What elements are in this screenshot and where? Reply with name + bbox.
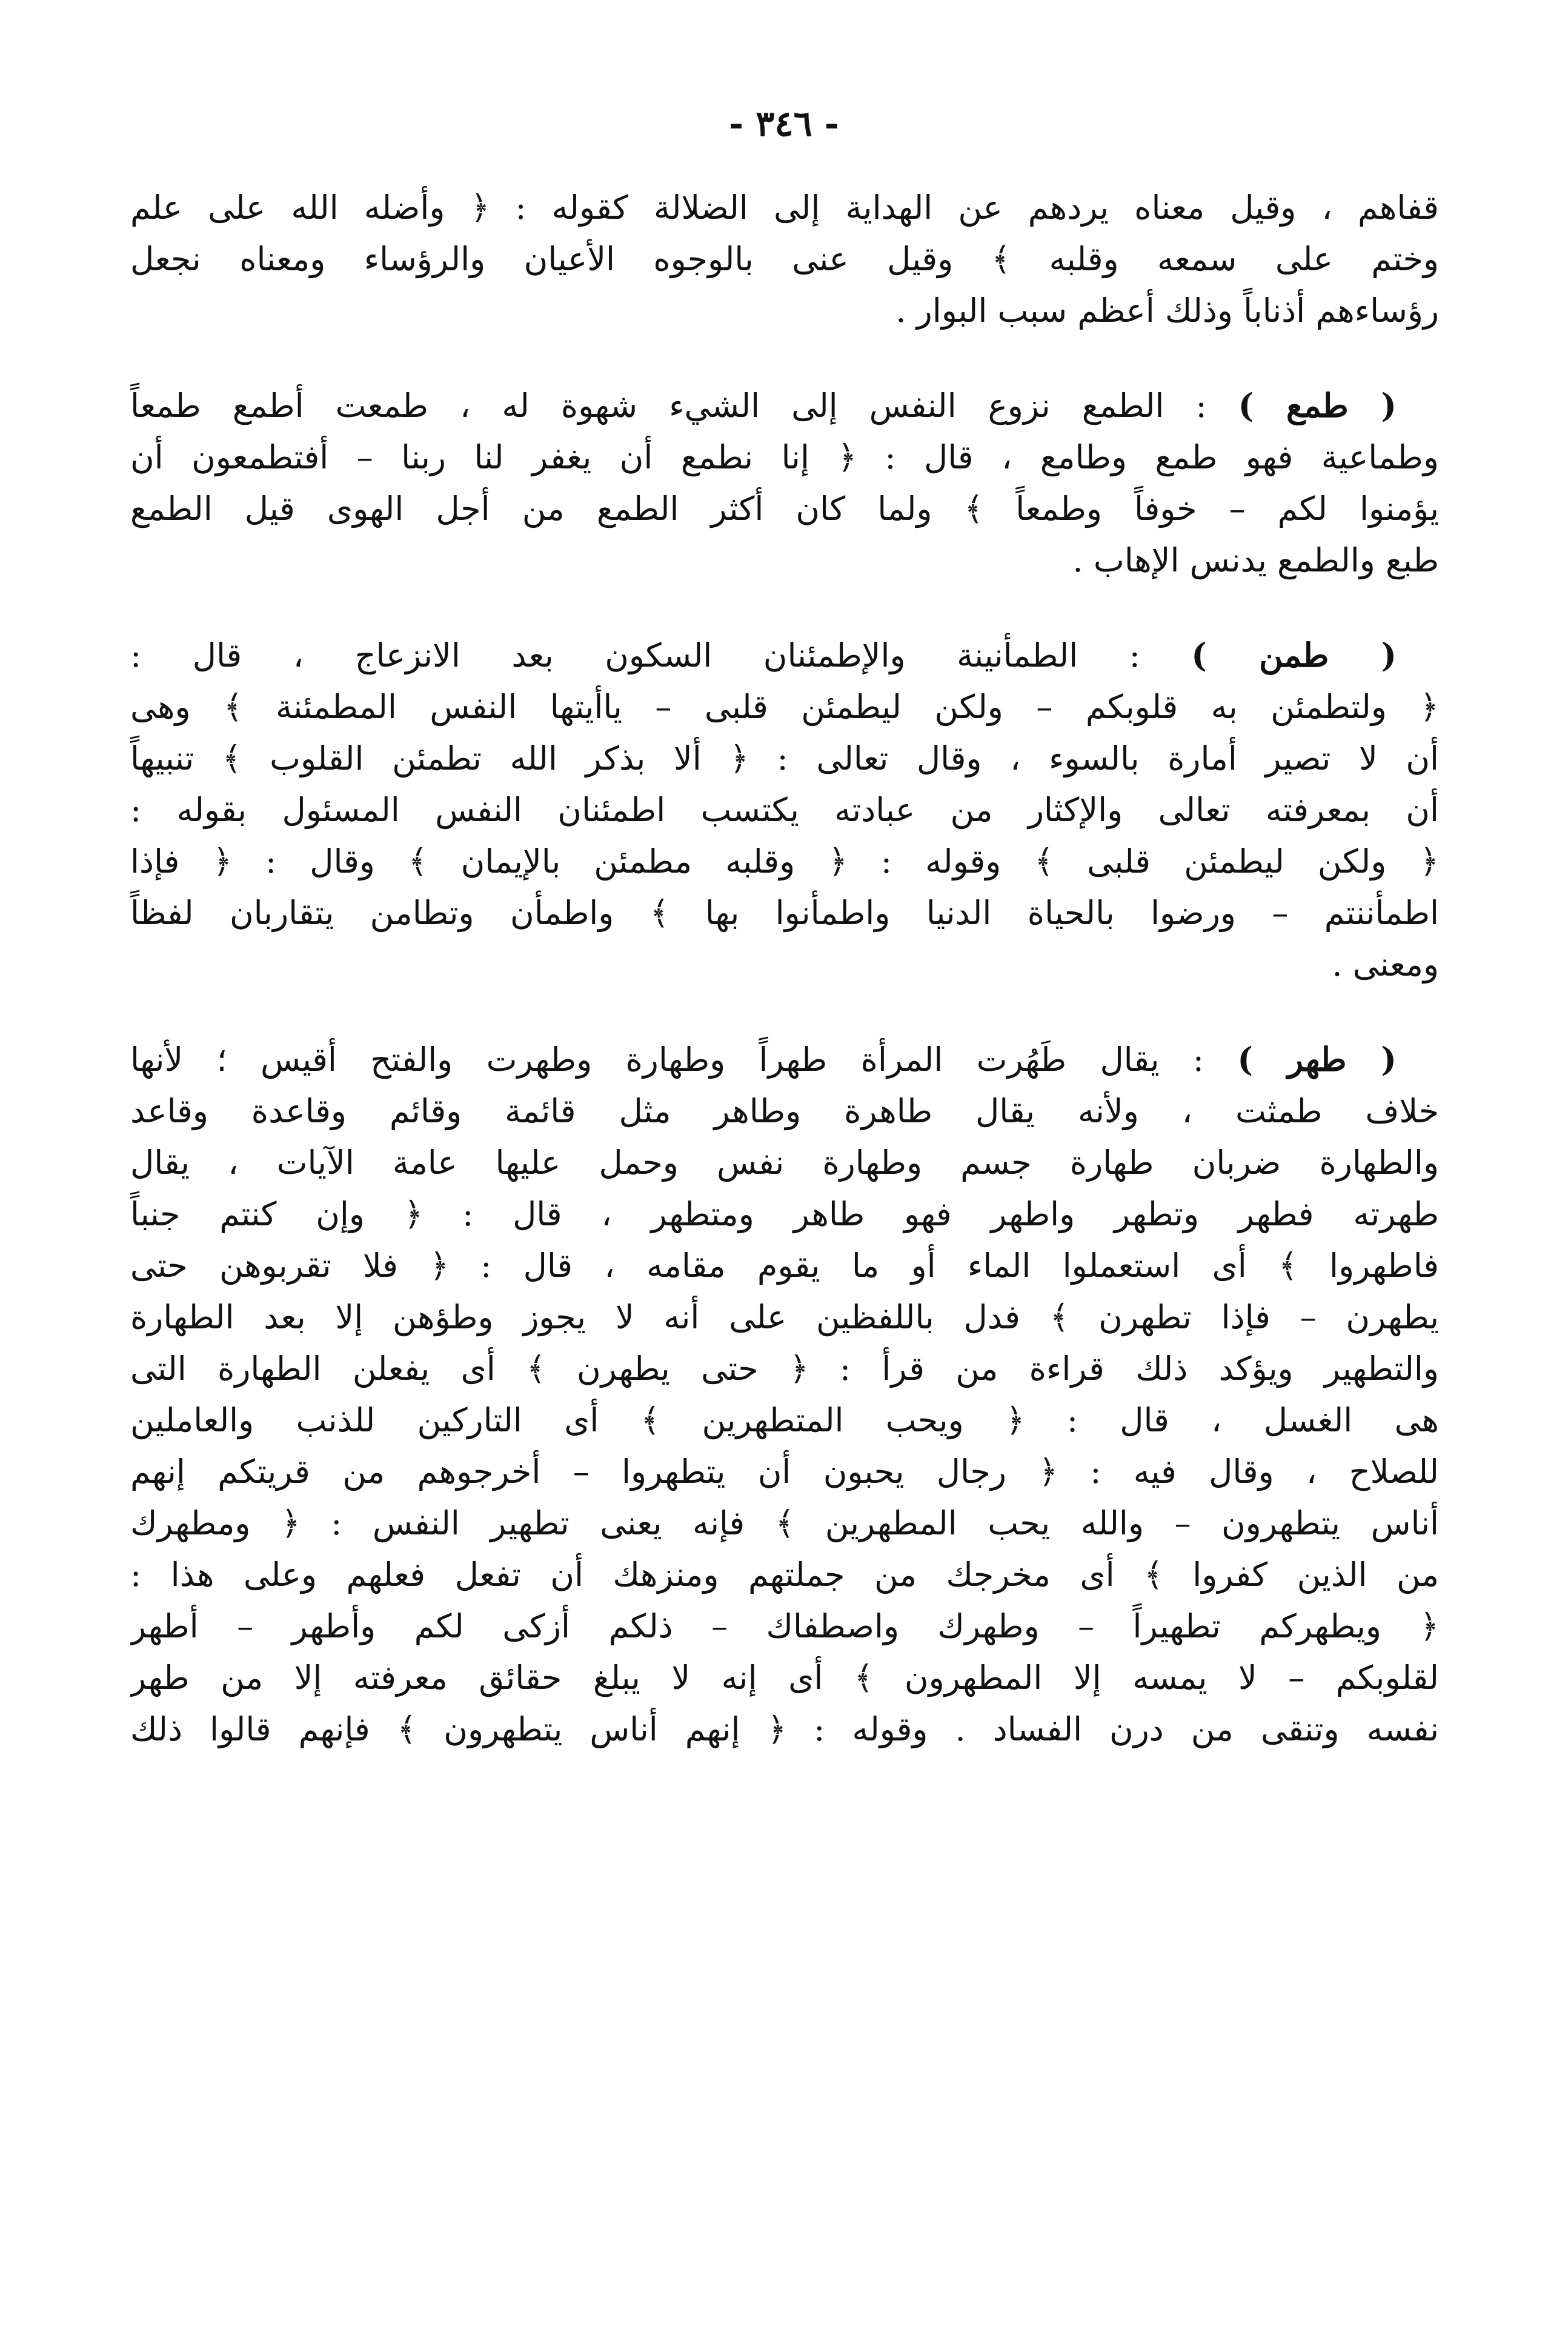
text-line: أن بمعرفته تعالى والإكثار من عبادته يكتسب اطمئنان النفس المسئول بقوله : [130, 791, 1439, 829]
text-line: أن لا تصير أمارة بالسوء ، وقال تعالى : ﴿ ألا بذكر الله تطمئن القلوب ﴾ تنبيهاً [130, 739, 1439, 778]
text-line: وطماعية فهو طمع وطامع ، قال : ﴿ إنا نطمع أن يغفر لنا ربنا – أفتطمعون أن [130, 438, 1439, 476]
text-line: طهرته فطهر وتطهر واطهر فهو طاهر ومتطهر ، قال : ﴿ وإن كنتم جنباً [130, 1195, 1439, 1233]
text-line: وختم على سمعه وقلبه ﴾ وقيل عنى بالوجوه الأعيان والرؤساء ومعناه نجعل [130, 240, 1439, 278]
text-line: والطهارة ضربان طهارة جسم وطهارة نفس وحمل عليها عامة الآيات ، يقال [130, 1144, 1439, 1182]
text-line: قفاهم ، وقيل معناه يردهم عن الهداية إلى الضلالة كقوله : ﴿ وأضله الله على علم [130, 188, 1439, 227]
body-text [130, 182, 1439, 1799]
text-line: يؤمنوا لكم – خوفاً وطمعاً ﴾ ولما كان أكثر الطمع من أجل الهوى قيل الطمع [130, 490, 1439, 528]
text-line: من الذين كفروا ﴾ أى مخرجك من جملتهم ومنزهك أن تفعل فعلهم وعلى هذا : [130, 1556, 1439, 1594]
entry-text: : الطمع نزوع النفس إلى الشيء شهوة له ، طمعت أطمع طمعاً [130, 387, 1238, 425]
entry-tamaa [130, 380, 1439, 586]
text-line [130, 380, 1439, 431]
text-line [130, 1034, 1439, 1085]
entry-keyword: ( طهر ) [1237, 1040, 1397, 1079]
page-number: - ٣٤٦ - [729, 103, 839, 144]
entry-keyword: ( طمن ) [1191, 636, 1397, 674]
text-line: اطمأننتم – ورضوا بالحياة الدنيا واطمأنوا بها ﴾ واطمأن وتطامن يتقاربان لفظاً [130, 894, 1439, 932]
entry-taman [130, 630, 1439, 990]
text-line: للصلاح ، وقال فيه : ﴿ رجال يحبون أن يتطهروا – أخرجوهم من قريتكم إنهم [130, 1453, 1439, 1491]
text-line: يطهرن – فإذا تطهرن ﴾ فدل باللفظين على أنه لا يجوز وطؤهن إلا بعد الطهارة [130, 1298, 1439, 1336]
text-line: ﴿ ولكن ليطمئن قلبى ﴾ وقوله : ﴿ وقلبه مطمئن بالإيمان ﴾ وقال : ﴿ فإذا [130, 842, 1439, 881]
text-line: ﴿ ولتطمئن به قلوبكم – ولكن ليطمئن قلبى – ياأيتها النفس المطمئنة ﴾ وهى [130, 688, 1439, 726]
paragraph-continuation [130, 182, 1439, 336]
entry-tahar [130, 1034, 1439, 1755]
entry-keyword: ( طمع ) [1238, 386, 1397, 425]
text-line: لقلوبكم – لا يمسه إلا المطهرون ﴾ أى إنه لا يبلغ حقائق معرفته إلا من طهر [130, 1659, 1439, 1697]
text-line: أناس يتطهرون – والله يحب المطهرين ﴾ فإنه يعنى تطهير النفس : ﴿ ومطهرك [130, 1504, 1439, 1542]
text-line: فاطهروا ﴾ أى استعملوا الماء أو ما يقوم مقامه ، قال : ﴿ فلا تقربوهن حتى [130, 1247, 1439, 1285]
text-line: والتطهير ويؤكد ذلك قراءة من قرأ : ﴿ حتى يطهرن ﴾ أى يفعلن الطهارة التى [130, 1350, 1439, 1388]
text-line: نفسه وتنقى من درن الفساد . وقوله : ﴿ إنهم أناس يتطهرون ﴾ فإنهم قالوا ذلك [130, 1710, 1439, 1748]
text-line: ﴿ ويطهركم تطهيراً – وطهرك واصطفاك – ذلكم أزكى لكم وأطهر – أطهر [130, 1607, 1439, 1645]
text-line: ومعنى . [1332, 945, 1439, 984]
text-line: خلاف طمثت ، ولأنه يقال طاهرة وطاهر مثل قائمة وقائم وقاعدة وقاعد [130, 1092, 1439, 1130]
text-line: طبع والطمع يدنس الإهاب . [1072, 541, 1439, 579]
entry-text: : يقال طَهُرت المرأة طهراً وطهارة وطهرت والفتح أقيس ؛ لأنها [130, 1041, 1238, 1079]
entry-text: : الطمأنينة والإطمئنان السكون بعد الانزعاج ، قال : [130, 636, 1192, 674]
text-line: هى الغسل ، قال : ﴿ ويحب المتطهرين ﴾ أى التاركين للذنب والعاملين [130, 1401, 1439, 1439]
text-line [130, 630, 1439, 681]
text-line: رؤساءهم أذناباً وذلك أعظم سبب البوار . [895, 291, 1439, 330]
